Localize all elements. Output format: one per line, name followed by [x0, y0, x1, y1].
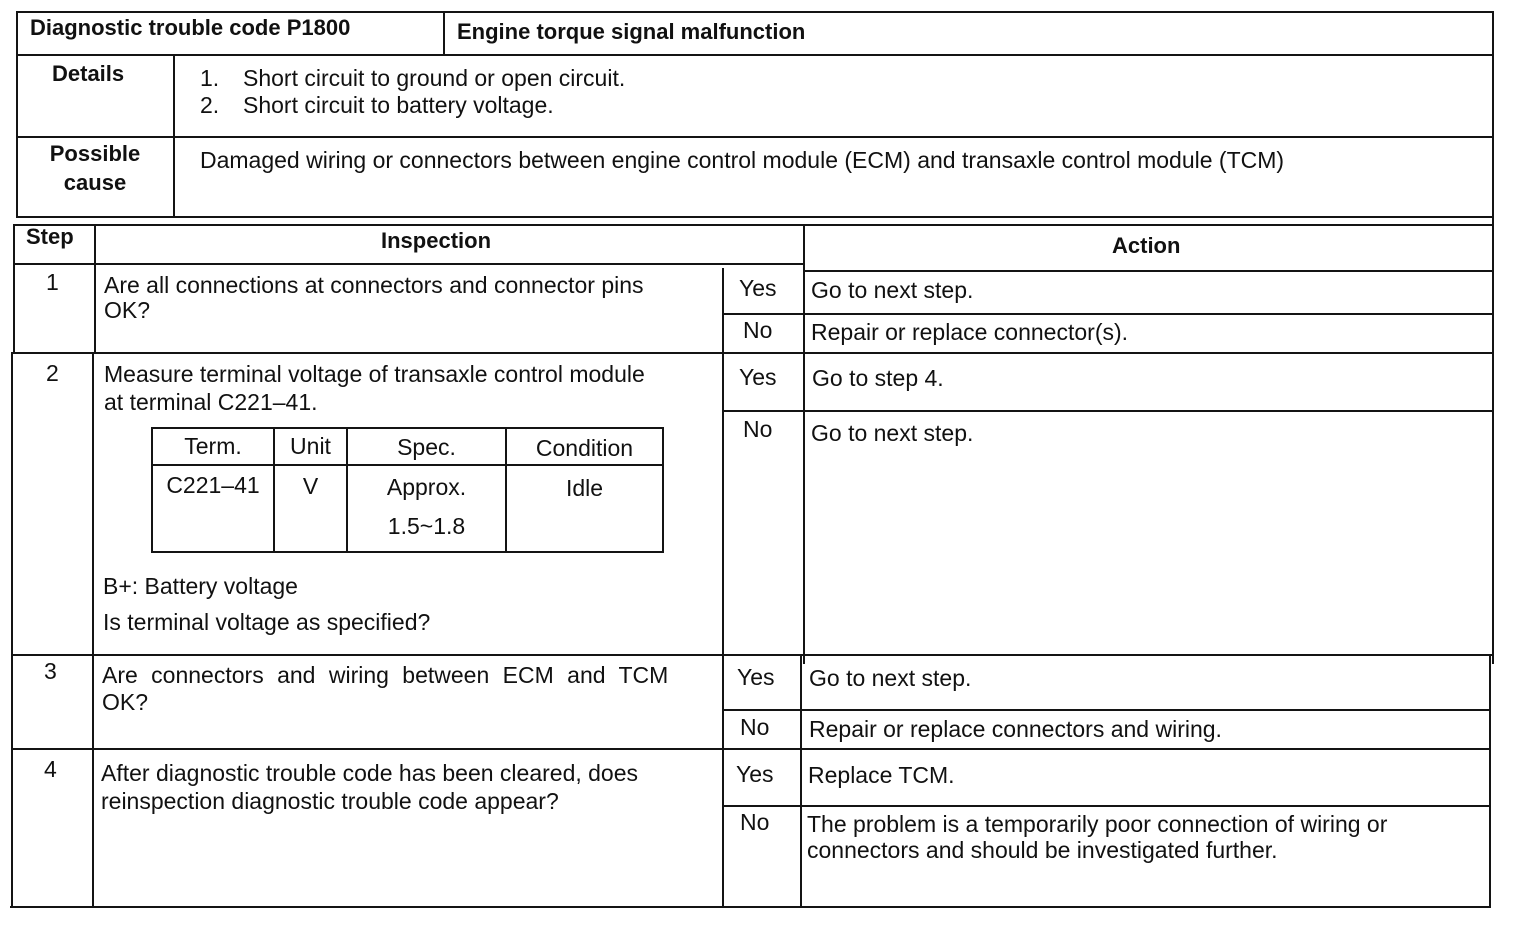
spec-spec-value: Approx.: [386, 474, 467, 500]
column-header-inspection: Inspection: [381, 228, 492, 253]
possible-cause-label: cause: [63, 170, 127, 195]
rule: [151, 427, 664, 429]
step-note: B+: Battery voltage: [103, 573, 298, 599]
step-inspection: After diagnostic trouble code has been cleared, does: [101, 760, 639, 786]
details-item-number: 2.: [200, 92, 220, 118]
rule: [173, 54, 175, 218]
rule: [151, 464, 664, 466]
step-inspection: OK?: [104, 297, 151, 323]
spec-term-value: C221–41: [166, 472, 260, 498]
yes-label: Yes: [737, 664, 775, 690]
step-number: 4: [44, 756, 57, 782]
step-number: 3: [44, 658, 57, 684]
details-item: Short circuit to ground or open circuit.: [243, 65, 626, 91]
no-action: Repair or replace connectors and wiring.: [809, 716, 1222, 742]
no-label: No: [740, 809, 770, 835]
rule: [16, 54, 1494, 56]
spec-unit-value: V: [302, 473, 319, 499]
spec-header-spec: Spec.: [397, 434, 456, 460]
rule: [11, 654, 1492, 656]
step-inspection: Are connectors and wiring between ECM and TCM: [102, 662, 669, 688]
step-inspection: Measure terminal voltage of transaxle control module: [104, 361, 645, 387]
step-number: 1: [46, 269, 59, 295]
yes-action: Go to next step.: [809, 665, 972, 691]
no-action: The problem is a temporarily poor connection of wiring or: [807, 811, 1388, 837]
rule: [1489, 654, 1491, 908]
rule: [722, 805, 1489, 807]
spec-header-unit: Unit: [290, 433, 331, 459]
rule: [92, 352, 94, 908]
no-label: No: [743, 416, 773, 442]
rule: [16, 11, 1494, 13]
rule: [1492, 224, 1494, 664]
step-number: 2: [46, 360, 59, 386]
rule: [16, 136, 1494, 138]
step-inspection: OK?: [102, 689, 149, 715]
yes-label: Yes: [736, 761, 774, 787]
no-action: connectors and should be investigated further.: [807, 837, 1278, 863]
rule: [11, 352, 13, 908]
rule: [13, 263, 805, 265]
no-label: No: [740, 714, 770, 740]
rule: [151, 551, 664, 553]
rule: [16, 11, 18, 218]
possible-cause-text: Damaged wiring or connectors between engine control module (ECM) and transaxle control module (TCM): [200, 147, 1285, 173]
rule: [662, 427, 664, 553]
no-action: Go to next step.: [811, 420, 974, 446]
spec-header-term: Term.: [184, 433, 242, 459]
rule: [13, 224, 1494, 226]
yes-action: Replace TCM.: [808, 762, 955, 788]
details-item-number: 1.: [200, 65, 220, 91]
details-label: Details: [52, 61, 125, 86]
dtc-code-label: Diagnostic trouble code P1800: [30, 15, 351, 40]
rule: [805, 270, 1494, 272]
rule: [13, 224, 15, 354]
possible-cause-label: Possible: [49, 141, 141, 166]
rule: [16, 216, 1494, 218]
column-header-step: Step: [26, 224, 74, 249]
yes-label: Yes: [739, 364, 777, 390]
rule: [11, 748, 1490, 750]
step-inspection: reinspection diagnostic trouble code appear?: [101, 788, 559, 814]
rule: [722, 410, 1492, 412]
rule: [1492, 11, 1494, 227]
no-label: No: [743, 317, 773, 343]
details-item: Short circuit to battery voltage.: [243, 92, 554, 118]
rule: [13, 352, 1493, 354]
rule: [803, 224, 805, 664]
no-action: Repair or replace connector(s).: [811, 319, 1129, 345]
spec-spec-value: 1.5~1.8: [387, 513, 466, 539]
spec-header-condition: Condition: [535, 435, 634, 461]
rule: [94, 224, 96, 354]
rule: [722, 313, 1493, 315]
step-inspection: at terminal C221–41.: [104, 389, 318, 415]
step-inspection: Are all connections at connectors and connector pins: [104, 272, 644, 298]
step-question: Is terminal voltage as specified?: [103, 609, 431, 635]
dtc-description: Engine torque signal malfunction: [457, 19, 806, 44]
spec-condition-value: Idle: [565, 475, 604, 501]
yes-action: Go to step 4.: [812, 365, 944, 391]
rule: [722, 268, 724, 908]
yes-label: Yes: [739, 275, 777, 301]
rule: [722, 709, 1491, 711]
rule: [800, 654, 802, 908]
yes-action: Go to next step.: [811, 277, 974, 303]
column-header-action: Action: [1112, 233, 1181, 258]
rule: [10, 906, 1490, 908]
rule: [443, 11, 445, 56]
